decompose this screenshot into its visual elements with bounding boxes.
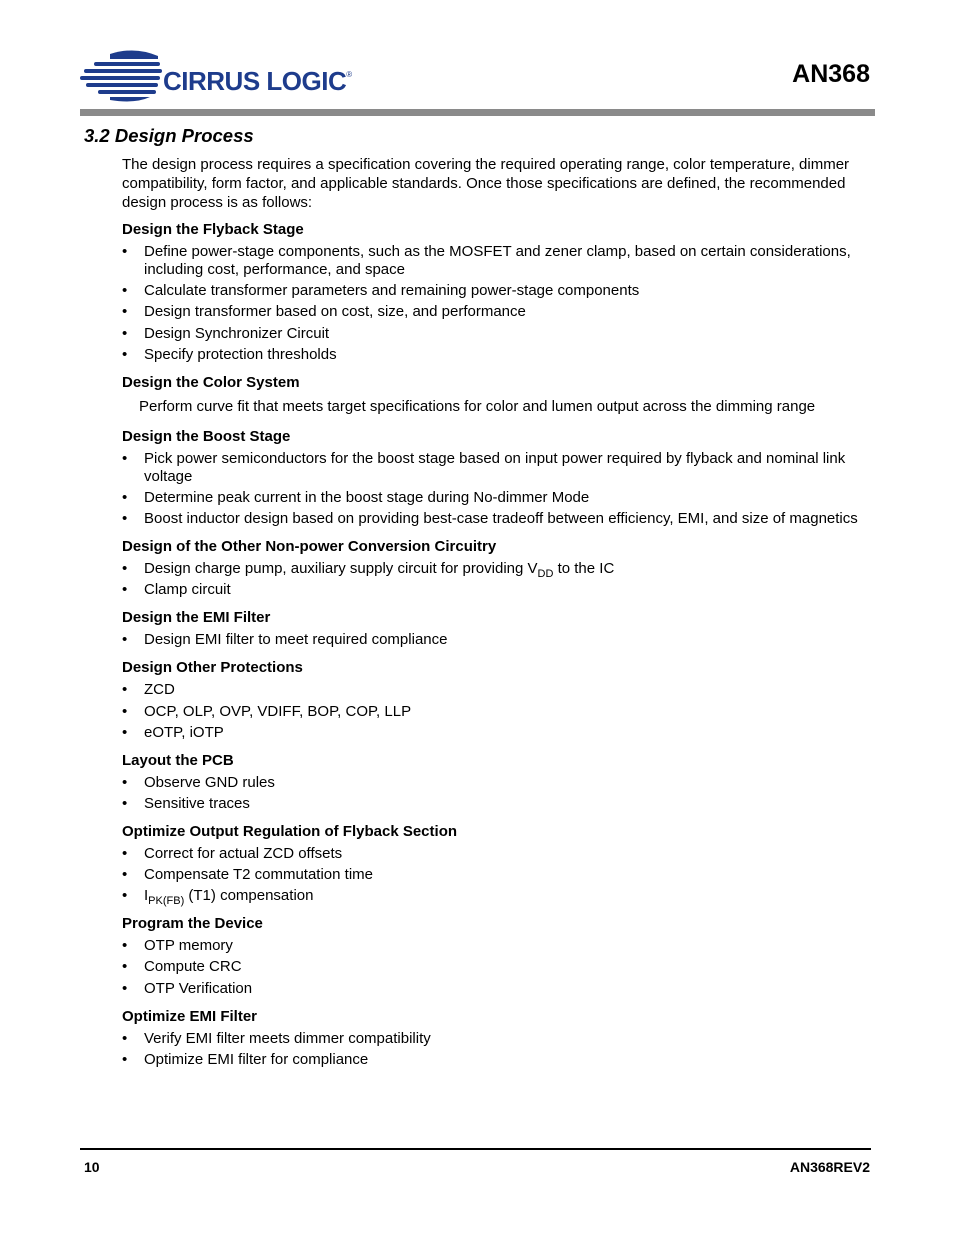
section-title: 3.2 Design Process <box>84 125 254 146</box>
list-item: • OCP, OLP, OVP, VDIFF, BOP, COP, LLP <box>122 702 412 720</box>
list-program <box>122 937 874 997</box>
list-boost <box>122 450 874 528</box>
heading-color: Design the Color System <box>122 373 300 391</box>
list-item: • Determine peak current in the boost stage during No-dimmer Mode <box>122 488 590 506</box>
list-item: • Compute CRC <box>122 958 242 976</box>
list-pcb <box>122 774 874 813</box>
color-paragraph: Perform curve fit that meets target specifications for color and lumen output across the dimming range <box>139 397 816 415</box>
heading-protections: Design Other Protections <box>122 659 303 677</box>
list-item: • Design charge pump, auxiliary supply circuit for providing $V_{DD}$ to the IC <box>122 560 615 581</box>
list-item: • Design Synchronizer Circuit <box>122 324 330 342</box>
main-content <box>122 155 874 1078</box>
list-item: • eOTP, iOTP <box>122 723 224 741</box>
list-item: • Compensate T2 commutation time <box>122 866 373 884</box>
list-nonpower <box>122 560 874 599</box>
list-item: • Specify protection thresholds <box>122 345 337 363</box>
list-item: • Optimize EMI filter for compliance <box>122 1050 369 1068</box>
page-number: 10 <box>84 1159 100 1175</box>
list-item: • OTP Verification <box>122 979 253 997</box>
heading-pcb: Layout the PCB <box>122 751 234 769</box>
list-item: • $I_{PK(FB)}$ (T1) compensation <box>122 887 314 908</box>
document-id: AN368 <box>792 60 870 88</box>
footer-divider <box>80 1148 871 1150</box>
header-divider <box>80 109 875 116</box>
list-item: • Pick power semiconductors for the boost stage based on input power required by flyback and nominal link voltage <box>122 449 846 485</box>
list-item: • Boost inductor design based on providing best-case tradeoff between efficiency, EMI, and size of magnetics <box>122 510 858 528</box>
logo-wordmark: CIRRUS LOGIC® <box>163 66 352 96</box>
list-item: • Clamp circuit <box>122 581 231 599</box>
list-item: • OTP memory <box>122 937 233 955</box>
list-optimize-emi <box>122 1030 874 1069</box>
list-item: • Design transformer based on cost, size, and performance <box>122 303 526 321</box>
list-item: • Define power-stage components, such as the MOSFET and zener clamp, based on certain considerations, including cost, performance, and space <box>122 243 851 278</box>
list-protections <box>122 681 874 741</box>
list-item: • ZCD <box>122 681 175 699</box>
list-item: • Sensitive traces <box>122 794 250 812</box>
heading-regulation: Optimize Output Regulation of Flyback Section <box>122 822 458 840</box>
list-item: • Verify EMI filter meets dimmer compatibility <box>122 1029 431 1047</box>
document-revision: AN368REV2 <box>789 1159 870 1175</box>
heading-boost: Design the Boost Stage <box>122 427 291 445</box>
heading-program: Program the Device <box>122 915 263 933</box>
heading-nonpower: Design of the Other Non-power Conversion Circuitry <box>122 538 497 556</box>
list-item: • Design EMI filter to meet required compliance <box>122 631 448 649</box>
list-item: • Observe GND rules <box>122 773 275 791</box>
heading-flyback: Design the Flyback Stage <box>122 221 304 238</box>
list-flyback <box>122 243 874 364</box>
list-item: • Calculate transformer parameters and remaining power-stage components <box>122 282 640 300</box>
heading-emi: Design the EMI Filter <box>122 609 271 627</box>
list-regulation <box>122 844 874 908</box>
list-item: • Correct for actual ZCD offsets <box>122 844 343 862</box>
heading-optimize-emi: Optimize EMI Filter <box>122 1007 258 1025</box>
list-emi <box>122 631 874 649</box>
intro-paragraph: The design process requires a specification covering the required operating range, color temperature, dimmer compatibility, form factor, and applicable standards. Once those specifications are defined, the recommended design process is as follows: <box>122 156 850 211</box>
